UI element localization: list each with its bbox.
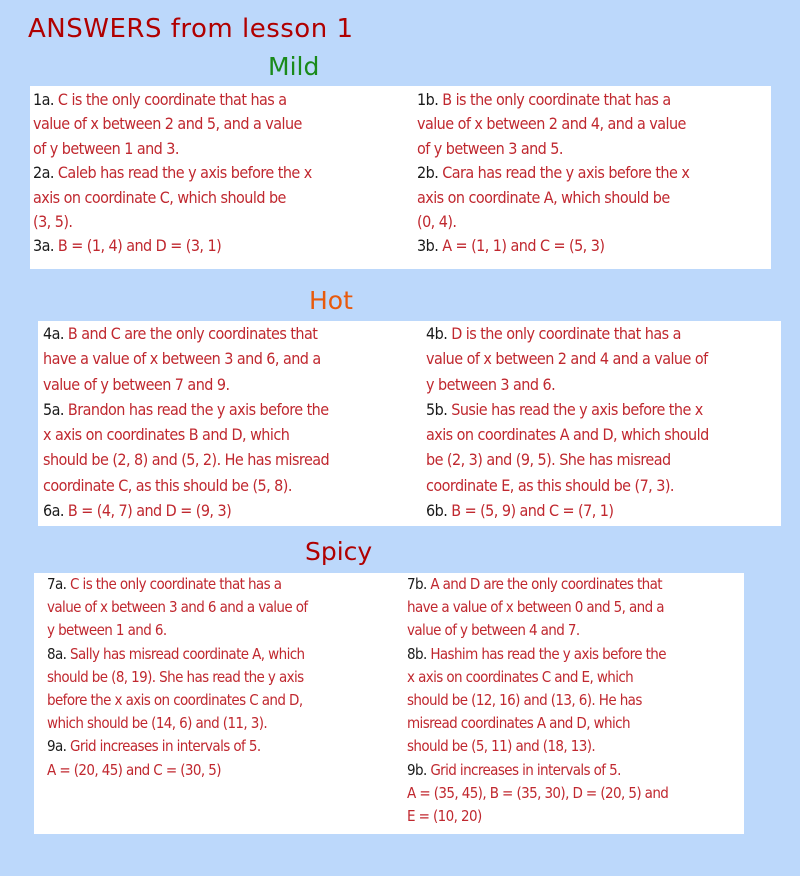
answer-line <box>47 689 404 712</box>
answer-text: Grid increases in intervals of 5. <box>426 760 621 779</box>
answer-line <box>47 712 404 735</box>
answer-line <box>407 573 744 596</box>
answer-line <box>47 643 404 666</box>
answer-line <box>417 137 771 161</box>
answer-line <box>47 759 404 782</box>
answer-line <box>33 137 414 161</box>
answer-line <box>47 735 404 758</box>
question-number: 6b. <box>426 501 448 521</box>
question-number: 6a. <box>43 501 64 521</box>
question-number: 5a. <box>43 399 64 419</box>
answer-text: value of x between 2 and 4, and a value <box>417 114 686 134</box>
answer-line <box>43 422 423 447</box>
question-number: 3b. <box>417 236 439 256</box>
answer-line <box>47 573 404 596</box>
question-number: 9b. <box>407 760 427 779</box>
answer-line <box>426 473 781 498</box>
answer-text: should be (5, 11) and (18, 13). <box>407 737 596 756</box>
answer-line <box>426 397 781 422</box>
answer-text: Sally has misread coordinate A, which <box>66 644 305 663</box>
answer-line <box>426 346 781 371</box>
answer-line <box>33 186 414 210</box>
page-title: ANSWERS from lesson 1 <box>28 14 354 44</box>
answer-line <box>43 498 423 523</box>
answer-line <box>407 619 744 642</box>
answer-line <box>417 186 771 210</box>
answer-text: misread coordinates A and D, which <box>407 714 630 733</box>
question-number: 1a. <box>33 90 54 109</box>
answer-text: A = (20, 45) and C = (30, 5) <box>47 760 221 779</box>
answer-text: Brandon has read the y axis before the <box>63 399 329 419</box>
answer-line <box>33 210 414 234</box>
answer-text: value of y between 4 and 7. <box>407 621 580 640</box>
mild-column-b <box>414 86 771 269</box>
answer-text: x axis on coordinates B and D, which <box>43 425 290 445</box>
question-number: 7a. <box>47 575 67 593</box>
mild-section-label: Mild <box>268 52 320 81</box>
answer-text: axis on coordinates A and D, which should <box>426 425 709 445</box>
answer-text: value of x between 3 and 6 and a value of <box>47 598 308 617</box>
answer-text: value of x between 2 and 5, and a value <box>33 114 302 134</box>
answer-text: B is the only coordinate that has a <box>438 90 671 109</box>
answer-line <box>43 372 423 397</box>
answer-line <box>417 210 771 234</box>
answer-text: B and C are the only coordinates that <box>63 324 318 343</box>
answer-line <box>426 321 781 346</box>
answer-text: (0, 4). <box>417 212 457 232</box>
answer-text: should be (8, 19). She has read the y axis <box>47 667 304 686</box>
answer-text: A = (35, 45), B = (35, 30), D = (20, 5) and <box>407 783 669 802</box>
question-number: 5b. <box>426 399 448 419</box>
answer-text: B = (4, 7) and D = (9, 3) <box>63 501 232 521</box>
answer-line <box>426 422 781 447</box>
spicy-answers-panel <box>34 573 744 834</box>
spicy-column-b <box>404 573 744 834</box>
answer-text: A and D are the only coordinates that <box>426 575 662 593</box>
answer-line <box>407 805 744 828</box>
answer-line <box>33 88 414 112</box>
answer-line <box>426 447 781 472</box>
answer-text: C is the only coordinate that has a <box>66 575 282 593</box>
spicy-column-a <box>34 573 404 834</box>
answer-text: value of x between 2 and 4 and a value of <box>426 349 708 369</box>
answer-line <box>407 666 744 689</box>
answer-text: of y between 1 and 3. <box>33 138 179 158</box>
answer-text: x axis on coordinates C and E, which <box>407 667 634 686</box>
answer-line <box>407 596 744 619</box>
question-number: 2b. <box>417 163 439 183</box>
answer-text: Grid increases in intervals of 5. <box>66 737 261 756</box>
answer-line <box>417 112 771 136</box>
question-number: 4a. <box>43 324 64 343</box>
answer-text: have a value of x between 3 and 6, and a <box>43 349 321 369</box>
answer-line <box>417 161 771 185</box>
answer-line <box>417 88 771 112</box>
answer-text: value of y between 7 and 9. <box>43 374 230 394</box>
answer-line <box>407 759 744 782</box>
answer-line <box>426 498 781 523</box>
answer-line <box>47 596 404 619</box>
answer-line <box>33 161 414 185</box>
answer-text: C is the only coordinate that has a <box>53 90 287 109</box>
answer-line <box>407 643 744 666</box>
answer-text: B = (5, 9) and C = (7, 1) <box>447 501 614 521</box>
spicy-section-label: Spicy <box>305 537 373 566</box>
answer-text: Susie has read the y axis before the x <box>447 399 703 419</box>
answer-line <box>43 321 423 346</box>
answer-text: should be (2, 8) and (5, 2). He has misread <box>43 450 330 470</box>
question-number: 9a. <box>47 737 67 756</box>
answer-text: before the x axis on coordinates C and D, <box>47 691 303 710</box>
answer-line <box>47 619 404 642</box>
answer-text: (3, 5). <box>33 212 73 232</box>
answer-text: should be (12, 16) and (13, 6). He has <box>407 691 642 710</box>
question-number: 8a. <box>47 644 67 663</box>
mild-answers-panel <box>30 86 771 269</box>
answer-text: Caleb has read the y axis before the x <box>53 163 312 183</box>
answer-text: axis on coordinate A, which should be <box>417 187 670 207</box>
answer-text: have a value of x between 0 and 5, and a <box>407 598 664 617</box>
question-number: 2a. <box>33 163 54 183</box>
answer-line <box>417 234 771 258</box>
answer-line <box>43 447 423 472</box>
question-number: 7b. <box>407 575 427 593</box>
answer-line <box>407 735 744 758</box>
answer-text: which should be (14, 6) and (11, 3). <box>47 714 268 733</box>
answer-text: of y between 3 and 5. <box>417 138 563 158</box>
answer-text: B = (1, 4) and D = (3, 1) <box>53 236 222 256</box>
answer-line <box>33 112 414 136</box>
answer-line <box>43 346 423 371</box>
answer-text: D is the only coordinate that has a <box>447 324 681 343</box>
answer-line <box>407 712 744 735</box>
answer-text: E = (10, 20) <box>407 807 482 826</box>
hot-answers-panel <box>38 321 781 526</box>
answer-line <box>426 372 781 397</box>
mild-column-a <box>30 86 414 269</box>
question-number: 1b. <box>417 90 439 109</box>
answer-text: Cara has read the y axis before the x <box>438 163 690 183</box>
answer-text: Hashim has read the y axis before the <box>426 644 666 663</box>
answer-line <box>43 397 423 422</box>
question-number: 3a. <box>33 236 54 256</box>
answer-text: y between 1 and 6. <box>47 621 167 640</box>
answer-text: y between 3 and 6. <box>426 374 556 394</box>
answer-text: coordinate C, as this should be (5, 8). <box>43 475 292 495</box>
answer-text: coordinate E, as this should be (7, 3). <box>426 475 674 495</box>
answer-text: A = (1, 1) and C = (5, 3) <box>438 236 605 256</box>
answer-text: be (2, 3) and (9, 5). She has misread <box>426 450 671 470</box>
answer-line <box>407 689 744 712</box>
answer-line <box>47 666 404 689</box>
question-number: 4b. <box>426 324 448 343</box>
hot-section-label: Hot <box>309 286 353 315</box>
answer-line <box>33 234 414 258</box>
hot-column-b <box>423 321 781 526</box>
answer-text: axis on coordinate C, which should be <box>33 187 286 207</box>
hot-column-a <box>38 321 423 526</box>
question-number: 8b. <box>407 644 427 663</box>
answer-line <box>407 782 744 805</box>
answer-line <box>43 473 423 498</box>
